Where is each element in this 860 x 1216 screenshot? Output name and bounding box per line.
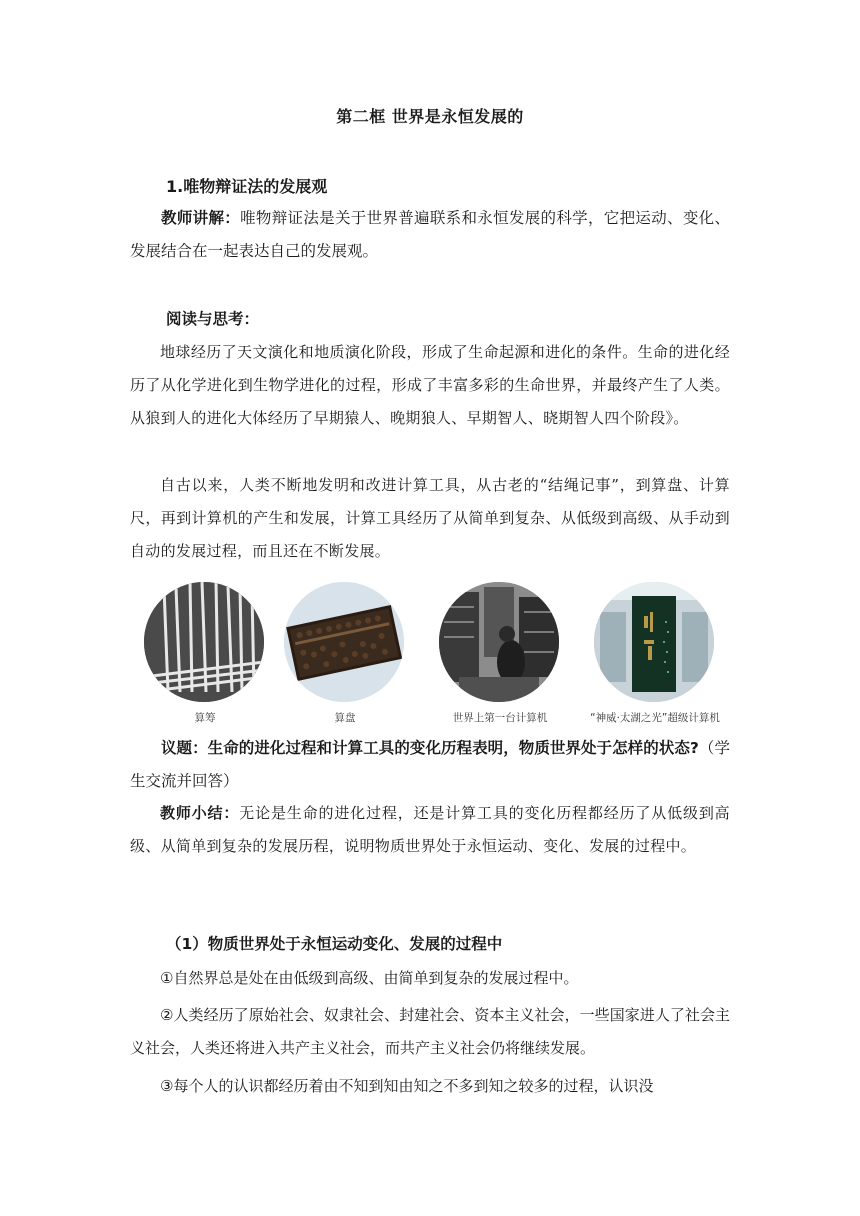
computing-tools-figures [130,582,730,732]
caption-abacus: 算盘 [334,712,356,724]
issue-lead: 议题：生命的进化过程和计算工具的变化历程表明，物质世界处于怎样的状态? [161,739,699,757]
list-item: ③每个人的认识都经历着由不知到知由知之不多到知之较多的过程，认识没 [160,1077,654,1095]
teacher-summary-text: 无论是生命的进化过程，还是计算工具的变化历程都经历了从低级到高级、从简单到复杂的发展历程，说明物质世界处于永恒运动、变化、发展的过程中。 [130,804,730,855]
reading-paragraph-1: 地球经历了天文演化和地质演化阶段，形成了生命起源和进化的条件。生命的进化经历了从化学进化到生物学进化的过程，形成了丰富多彩的生命世界，并最终产生了人类。从狼到人的进化大体经历了早期猿人、晚期狼人、早期智人、晓期智人四个阶段》。 [130,343,730,427]
teacher-explain-text: 唯物辩证法是关于世界普遍联系和永恒发展的科学，它把运动、变化、发展结合在一起表达自己的发展观。 [130,209,730,260]
figure-first-computer [425,582,575,732]
supercomputer-image [594,582,714,702]
reading-paragraph-2: 自古以来，人类不断地发明和改进计算工具，从古老的“结绳记事”，到算盘、计算尺，再到计算机的产生和发展，计算工具经历了从简单到复杂、从低级到高级、从手动到自动的发展过程，而且还在不断发展。 [130,476,730,560]
figure-supercomputer [580,582,730,732]
page-title: 第二框 世界是永恒发展的 [336,107,524,126]
section-heading: 1.唯物辩证法的发展观 [166,177,328,196]
caption-first-computer: 世界上第一台计算机 [452,712,548,724]
caption-supercomputer: “神威·太湖之光”超级计算机 [590,712,720,724]
issue-paragraph [130,732,730,798]
figure-counting-rods [130,582,280,732]
teacher-summary-paragraph [130,797,730,863]
reading-heading: 阅读与思考： [166,310,260,328]
subsection-heading: （1）物质世界处于永恒运动变化、发展的过程中 [166,935,503,953]
list-item: ①自然界总是处在由低级到高级、由简单到复杂的发展过程中。 [160,969,579,987]
teacher-explain-paragraph [130,202,730,268]
figure-abacus [270,582,420,732]
first-computer-image [439,582,559,702]
counting-rods-image [144,582,264,702]
teacher-summary-lead: 教师小结： [160,804,240,822]
caption-counting-rods: 算筹 [194,712,216,724]
abacus-image [284,582,404,702]
issue-tail: （学生交流并回答） [130,739,730,790]
teacher-explain-lead: 教师讲解： [161,209,241,227]
list-item: ②人类经历了原始社会、奴隶社会、封建社会、资本主义社会，一些国家进人了社会主义社会，人类还将进入共产主义社会，而共产主义社会仍将继续发展。 [130,1006,730,1057]
